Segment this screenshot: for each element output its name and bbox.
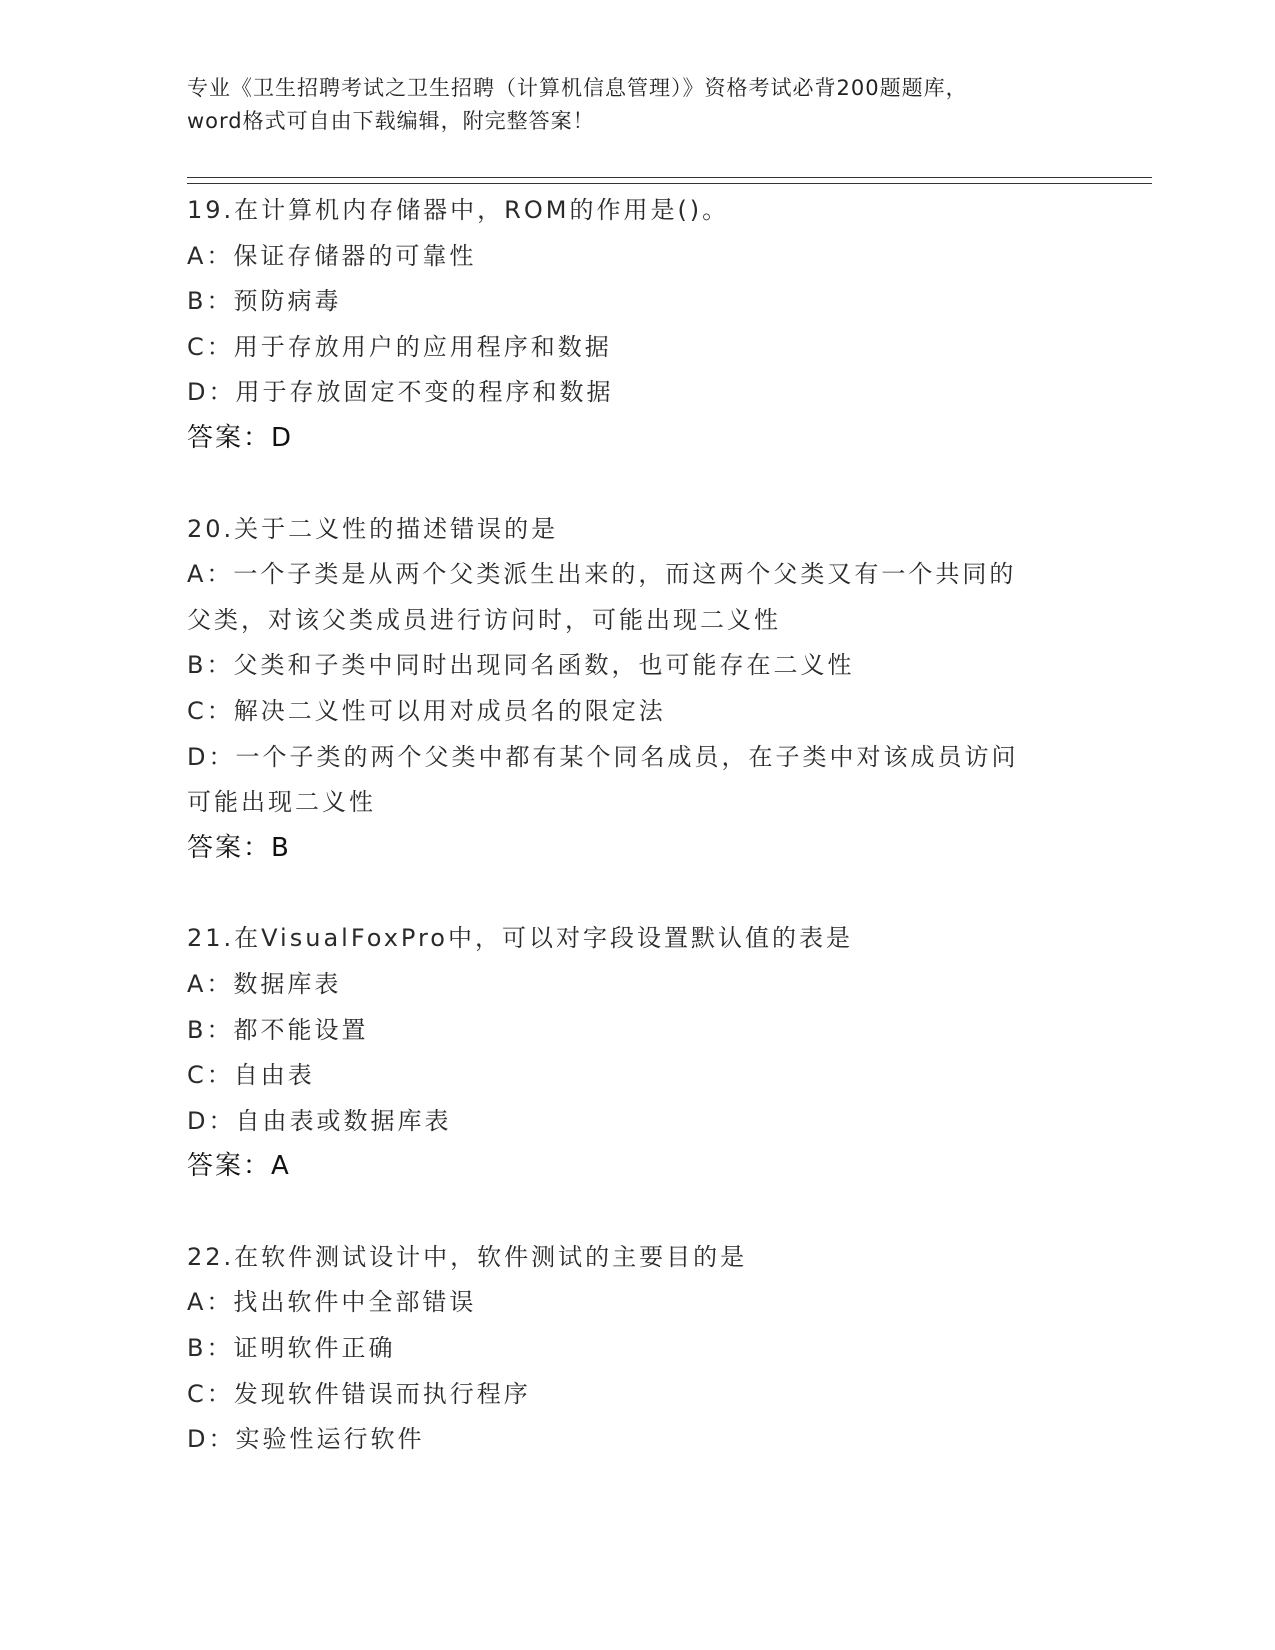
- option-a: A：找出软件中全部错误: [187, 1288, 477, 1317]
- option-a: A：一个子类是从两个父类派生出来的，而这两个父类又有一个共同的: [187, 560, 1017, 589]
- option-b: B：预防病毒: [187, 287, 342, 316]
- option-a-continued: 父类，对该父类成员进行访问时，可能出现二义性: [187, 605, 781, 634]
- document-header: [187, 72, 1107, 138]
- option-d: D：一个子类的两个父类中都有某个同名成员，在子类中对该成员访问: [187, 742, 1019, 771]
- option-a: A：保证存储器的可靠性: [187, 241, 477, 270]
- question-stem: 22.在软件测试设计中，软件测试的主要目的是: [187, 1242, 748, 1271]
- option-a: A：数据库表: [187, 969, 342, 998]
- question-list: [187, 188, 1087, 1508]
- header-line-1: 专业《卫生招聘考试之卫生招聘（计算机信息管理）》资格考试必背200题题库，: [187, 76, 968, 100]
- option-c: C：解决二义性可以用对成员名的限定法: [187, 696, 666, 725]
- answer-label: 答案：A: [187, 1151, 291, 1182]
- answer-label: 答案：D: [187, 422, 294, 453]
- header-divider-top: [187, 177, 1152, 178]
- question-22: [187, 1235, 1087, 1463]
- question-stem: 20.关于二义性的描述错误的是: [187, 514, 559, 543]
- question-21: [187, 916, 1087, 1190]
- question-stem: 21.在VisualFoxPro中，可以对字段设置默认值的表是: [187, 924, 853, 953]
- option-b: B：父类和子类中同时出现同名函数，也可能存在二义性: [187, 651, 855, 680]
- option-d-continued: 可能出现二义性: [187, 788, 376, 817]
- option-d: D：自由表或数据库表: [187, 1106, 452, 1135]
- option-b: B：证明软件正确: [187, 1334, 396, 1363]
- option-b: B：都不能设置: [187, 1015, 369, 1044]
- option-d: D：实验性运行软件: [187, 1425, 425, 1454]
- answer-label: 答案：B: [187, 832, 291, 863]
- header-divider-bottom: [187, 183, 1152, 184]
- option-c: C：发现软件错误而执行程序: [187, 1379, 531, 1408]
- question-19: [187, 188, 1087, 462]
- option-c: C：自由表: [187, 1061, 315, 1090]
- question-stem: 19.在计算机内存储器中，ROM的作用是()。: [187, 196, 730, 224]
- option-c: C：用于存放用户的应用程序和数据: [187, 332, 612, 361]
- header-line-2: word格式可自由下载编辑，附完整答案！: [187, 109, 595, 133]
- question-20: [187, 507, 1087, 872]
- option-d: D：用于存放固定不变的程序和数据: [187, 378, 614, 407]
